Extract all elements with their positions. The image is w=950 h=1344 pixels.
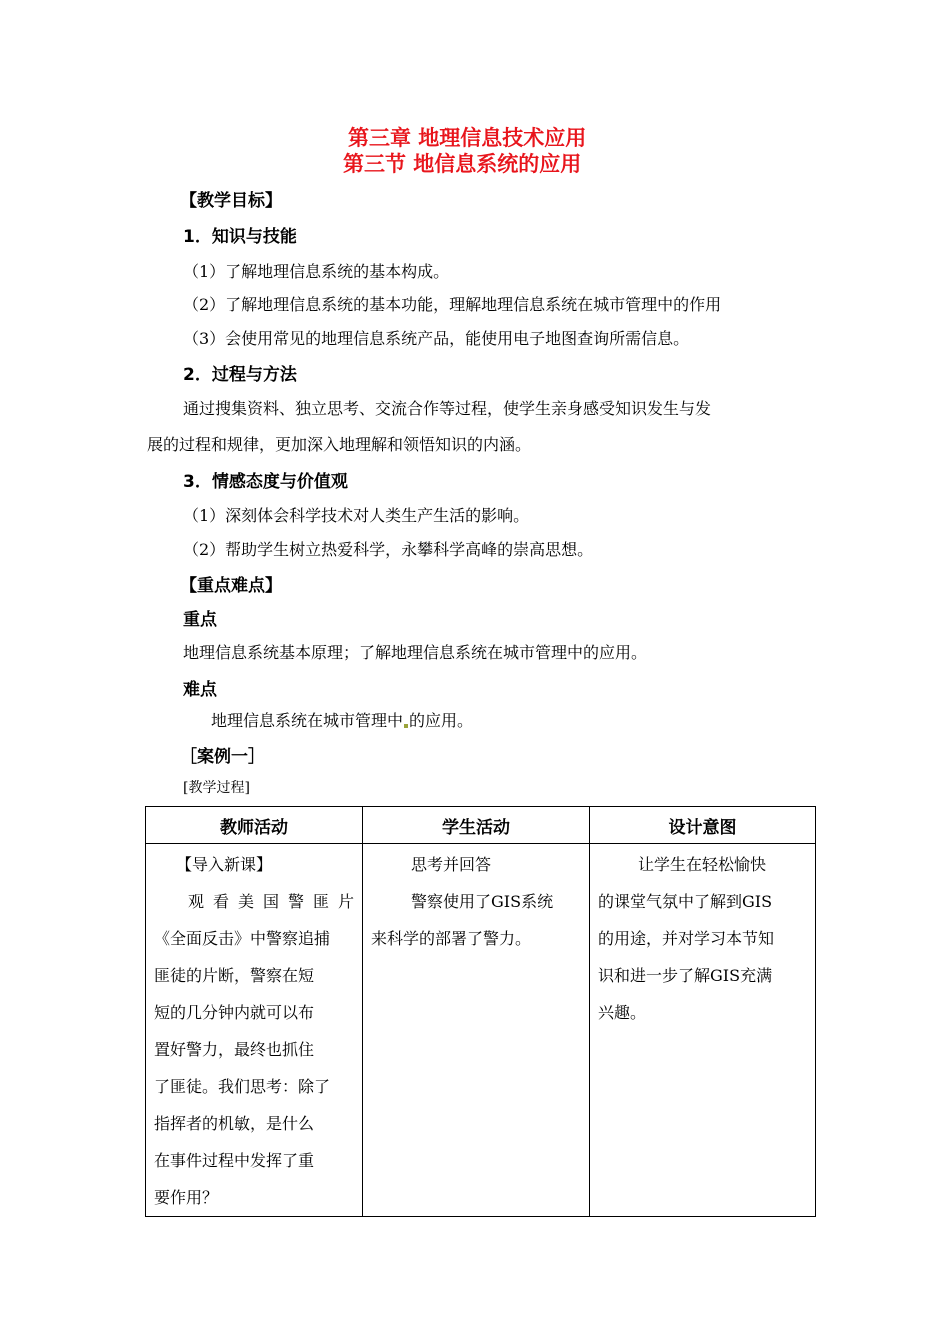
header-teacher: 教师活动: [146, 807, 363, 844]
keypoints-heading: 【重点难点】: [180, 576, 282, 596]
focus-text: 地理信息系统基本原理；了解地理信息系统在城市管理中的应用。: [183, 643, 648, 662]
teacher-line: 观看美国警匪片: [188, 892, 354, 911]
knowledge-item-2: （2）了解地理信息系统的基本功能，理解地理信息系统在城市管理中的作用: [183, 295, 722, 314]
marker-dot: [404, 724, 408, 728]
student-line: 警察使用了GIS系统: [411, 892, 554, 911]
student-line: 来科学的部署了警力。: [371, 929, 532, 948]
process-label: [教学过程]: [183, 780, 250, 796]
case-heading: ［案例一］: [180, 747, 265, 767]
process-line-1: 通过搜集资料、独立思考、交流合作等过程，使学生亲身感受知识发生与发: [183, 399, 712, 418]
emotion-item-1: （1）深刻体会科学技术对人类生产生活的影响。: [183, 506, 530, 525]
teacher-line: 要作用？: [154, 1188, 219, 1207]
header-student: 学生活动: [363, 807, 590, 844]
table-header-row: [146, 807, 816, 844]
intent-line: 的用途，并对学习本节知: [598, 929, 775, 948]
teacher-line: 了匪徒。我们思考：除了: [154, 1077, 331, 1096]
teacher-line: 匪徒的片断，警察在短: [154, 966, 315, 985]
process-line-2: 展的过程和规律，更加深入地理解和领悟知识的内涵。: [147, 435, 532, 454]
teacher-line: 在事件过程中发挥了重: [154, 1151, 315, 1170]
teacher-line: 短的几分钟内就可以布: [154, 1003, 315, 1022]
student-activity-cell: [363, 844, 590, 1217]
process-heading: 2．过程与方法: [183, 365, 297, 385]
difficulty-text-part-a: 地理信息系统在城市管理中: [211, 711, 404, 730]
focus-label: 重点: [183, 610, 217, 630]
knowledge-heading: 1．知识与技能: [183, 227, 297, 247]
teacher-line: 【导入新课】: [176, 855, 273, 874]
difficulty-text: [211, 708, 473, 731]
intent-line: 让学生在轻松愉快: [638, 855, 767, 874]
objectives-heading: 【教学目标】: [180, 191, 282, 211]
intent-line: 的课堂气氛中了解到GIS: [598, 892, 773, 911]
teacher-line: 《全面反击》中警察追捕: [154, 929, 331, 948]
emotion-heading: 3．情感态度与价值观: [183, 472, 348, 492]
intent-line: 兴趣。: [598, 1003, 647, 1022]
header-intent: 设计意图: [590, 807, 816, 844]
emotion-item-2: （2）帮助学生树立热爱科学，永攀科学高峰的崇高思想。: [183, 540, 594, 559]
lesson-table: [145, 806, 816, 1217]
intent-line: 识和进一步了解GIS充满: [598, 966, 773, 985]
difficulty-label: 难点: [183, 680, 217, 700]
design-intent-cell: [590, 844, 816, 1217]
section-title: 第三节 地信息系统的应用: [343, 152, 582, 176]
teacher-line: 置好警力，最终也抓住: [154, 1040, 315, 1059]
table-row: [146, 844, 816, 1217]
student-line: 思考并回答: [411, 855, 492, 874]
teacher-activity-cell: [146, 844, 363, 1217]
teacher-line: 指挥者的机敏，是什么: [154, 1114, 315, 1133]
difficulty-text-part-b: 的应用。: [409, 711, 474, 730]
knowledge-item-1: （1）了解地理信息系统的基本构成。: [183, 262, 450, 281]
knowledge-item-3: （3）会使用常见的地理信息系统产品，能使用电子地图查询所需信息。: [183, 329, 690, 348]
chapter-title: 第三章 地理信息技术应用: [348, 126, 587, 150]
